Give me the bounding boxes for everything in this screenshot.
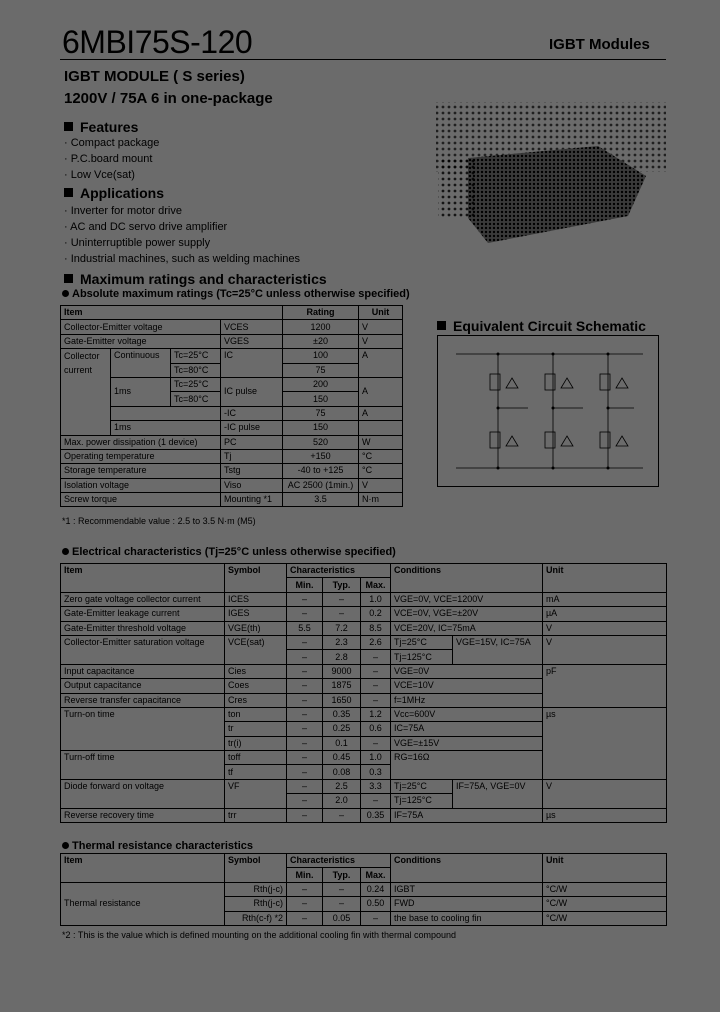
square-bullet-icon — [64, 188, 73, 197]
table-row: Tc=80°C 75 — [61, 363, 403, 377]
max-ratings-title: Maximum ratings and characteristics — [80, 271, 327, 287]
thermal-subheading — [62, 840, 253, 852]
footnote-2: *2 : This is the value which is defined mounting on the additional cooling fin with thermal compound — [62, 930, 457, 940]
thermal-table — [60, 853, 667, 926]
schematic-diagram — [437, 335, 659, 487]
table-row: Output capacitance Coes – 1875 – VCE=10V — [61, 679, 667, 693]
category-label: IGBT Modules — [549, 36, 650, 53]
table-row: -IC 75 A — [61, 406, 403, 420]
features-list — [64, 135, 159, 183]
square-bullet-icon — [437, 321, 446, 330]
table-row: Max. power dissipation (1 device) PC 520 W — [61, 435, 403, 449]
list-item: · Low Vce(sat) — [64, 169, 135, 181]
applications-list — [64, 203, 300, 267]
header-rule — [60, 59, 666, 60]
table-row: tr – 0.25 0.6 IC=75A — [61, 722, 667, 736]
electrical-subheading — [62, 546, 396, 558]
square-bullet-icon — [64, 122, 73, 131]
circuit-schematic — [438, 336, 658, 486]
table-row: Input capacitance Cies – 9000 – VGE=0V pF — [61, 664, 667, 678]
bullet-icon — [62, 290, 69, 297]
list-item: · Compact package — [64, 137, 160, 149]
list-item: · Uninterruptible power supply — [64, 237, 211, 249]
table-row: Item Rating Unit — [61, 306, 403, 320]
table-row: Min. Typ. Max. — [61, 868, 667, 882]
table-row: tf – 0.08 0.3 — [61, 765, 667, 779]
table-row: Turn-on time ton – 0.35 1.2 Vcc=600V µs — [61, 707, 667, 721]
table-row: 1ms -IC pulse 150 — [61, 421, 403, 435]
schematic-heading — [437, 318, 646, 334]
table-row: Collector current Continuous Tc=25°C IC 100 A — [61, 349, 403, 363]
table-row: Reverse recovery time trr – – 0.35 IF=75A µs — [61, 808, 667, 822]
table-row: Diode forward on voltage VF – 2.5 3.3 Tj=25°C IF=75A, VGE=0V V — [61, 779, 667, 793]
table-row: Storage temperature Tstg -40 to +125 °C — [61, 464, 403, 478]
thermal-title: Thermal resistance characteristics — [72, 840, 253, 852]
abs-max-subheading — [62, 288, 410, 300]
abs-max-table — [60, 305, 403, 507]
product-photo — [428, 98, 668, 248]
table-row: tr(i) – 0.1 – VGE=±15V — [61, 736, 667, 750]
features-heading — [64, 119, 138, 135]
table-row: 1ms Tc=25°C IC pulse 200 A — [61, 377, 403, 391]
features-title: Features — [80, 119, 139, 135]
table-row: – 2.0 – Tj=125°C — [61, 794, 667, 808]
list-item: · Industrial machines, such as welding machines — [64, 253, 301, 265]
list-item: · AC and DC servo drive amplifier — [64, 221, 228, 233]
table-row: Thermal resistance Rth(j-c) – – 0.24 IGBT °C/W — [61, 882, 667, 896]
table-row: Rth(j-c) – – 0.50 FWD °C/W — [61, 897, 667, 911]
applications-title: Applications — [80, 185, 165, 201]
bullet-icon — [62, 842, 69, 849]
electrical-table — [60, 563, 667, 823]
applications-heading — [64, 185, 164, 201]
square-bullet-icon — [64, 274, 73, 283]
max-ratings-heading — [64, 271, 327, 287]
electrical-title: Electrical characteristics (Tj=25°C unless otherwise specified) — [72, 546, 396, 558]
part-number: 6MBI75S-120 — [62, 24, 253, 60]
table-row: Gate-Emitter threshold voltage VGE(th) 5.5 7.2 8.5 VCE=20V, IC=75mA V — [61, 621, 667, 635]
table-row: Gate-Emitter leakage current IGES – – 0.2 VCE=0V, VGE=±20V µA — [61, 607, 667, 621]
table-row: Min. Typ. Max. — [61, 578, 667, 592]
table-row: Item Symbol Characteristics Conditions Unit — [61, 564, 667, 578]
abs-max-subtitle: Absolute maximum ratings (Tc=25°C unless otherwise specified) — [72, 288, 410, 300]
table-row: Reverse transfer capacitance Cres – 1650 – f=1MHz — [61, 693, 667, 707]
table-row: Screw torque Mounting *1 3.5 N·m — [61, 493, 403, 507]
table-row: – 2.8 – Tj=125°C — [61, 650, 667, 664]
table-row: Turn-off time toff – 0.45 1.0 RG=16Ω — [61, 751, 667, 765]
table-row: Collector-Emitter voltage VCES 1200 V — [61, 320, 403, 334]
table-row: Isolation voltage Viso AC 2500 (1min.) V — [61, 478, 403, 492]
table-row: Zero gate voltage collector current ICES – – 1.0 VGE=0V, VCE=1200V mA — [61, 592, 667, 606]
table-row: Operating temperature Tj +150 °C — [61, 449, 403, 463]
table-row: Item Symbol Characteristics Conditions Unit — [61, 854, 667, 868]
table-row: Tc=80°C 150 — [61, 392, 403, 406]
footnote-1: *1 : Recommendable value : 2.5 to 3.5 N·m (M5) — [62, 516, 256, 526]
module-rating: 1200V / 75A 6 in one-package — [64, 90, 273, 107]
list-item: · P.C.board mount — [64, 153, 153, 165]
bullet-icon — [62, 548, 69, 555]
table-row: Collector-Emitter saturation voltage VCE(sat) – 2.3 2.6 Tj=25°C VGE=15V, IC=75A V — [61, 635, 667, 649]
schematic-title: Equivalent Circuit Schematic — [453, 318, 646, 334]
table-row: Gate-Emitter voltage VGES ±20 V — [61, 334, 403, 348]
list-item: · Inverter for motor drive — [64, 205, 182, 217]
module-title: IGBT MODULE ( S series) — [64, 68, 245, 85]
table-row: Rth(c-f) *2 – 0.05 – the base to cooling fin °C/W — [61, 911, 667, 925]
